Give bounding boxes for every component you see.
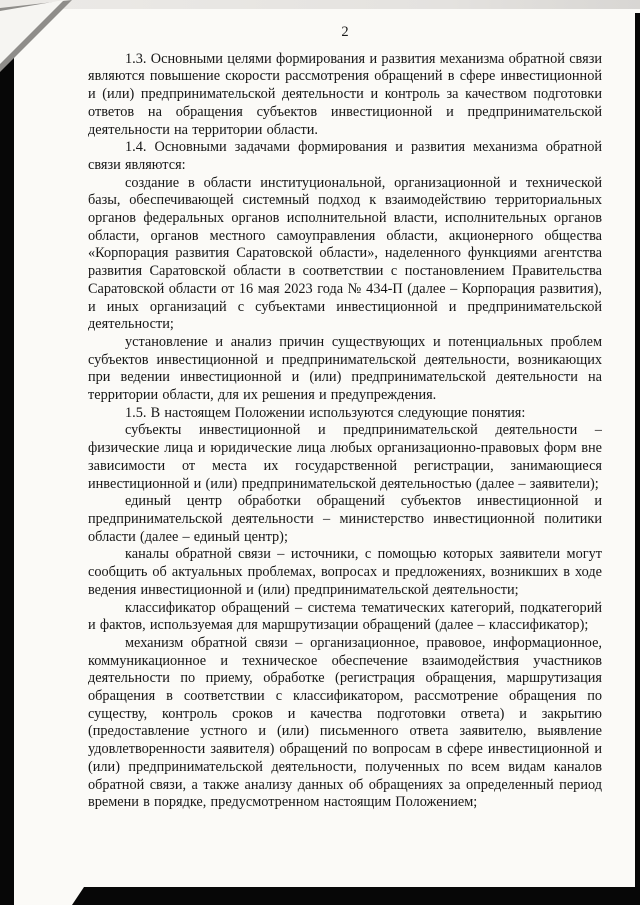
page-number: 2 xyxy=(341,24,349,40)
paragraph-term-subjects: субъекты инвестиционной и предпринимательской деятельности – физические лица и юридические лица любых организационно-правовых форм вне зависимости от места их государственной регистрации, занимающиеся инвестиционной и (или) предпринимательской деятельностью (далее – заявители); xyxy=(88,422,602,492)
scan-edge-left xyxy=(0,0,14,905)
paragraph-task-analysis: установление и анализ причин существующих и потенциальных проблем субъектов инвестиционной и предпринимательской деятельности, возникающих при ведении инвестиционной и (или) предпринимательской деятельности на территории области, для их решения и предупреждения. xyxy=(88,333,602,404)
scan-top-edge xyxy=(0,0,640,9)
paragraph-term-feedback-channels: каналы обратной связи – источники, с помощью которых заявители могут сообщить об актуальных проблемах, вопросах и предложениях, возникших в ходе ведения инвестиционной и (или) предпринимательской деятельности; xyxy=(88,546,602,598)
paragraph-1-5: 1.5. В настоящем Положении используются следующие понятия: xyxy=(125,404,526,421)
paragraph-1-3: 1.3. Основными целями формирования и развития механизма обратной связи являются повышение скорости рассмотрения обращений в сфере инвестиционной и (или) предпринимательской деятельности и контроль за качеством подготовки ответов на обращения субъектов инвестиционной и предпринимательской деятельности на территории области. xyxy=(88,50,602,138)
document-body xyxy=(88,24,602,880)
paragraph-1-4: 1.4. Основными задачами формирования и развития механизма обратной связи являются: xyxy=(88,139,602,173)
scan-edge-bottom xyxy=(72,887,640,905)
paragraph-task-creation: создание в области институциональной, организационной и технической базы, обеспечивающей системный подход к взаимодействию территориальных органов федеральных органов исполнительной власти, исполнительных органов области, органов местного самоуправления области, акционерного общества «Корпорация развития Саратовской области», наделенного функциями агентства развития Саратовской области в соответствии с постановлением Правительства Саратовской области от 16 мая 2023 года № 434-П (далее – Корпорация развития), и иных организаций с субъектами инвестиционной и предпринимательской деятельности; xyxy=(88,174,602,333)
paragraph-term-feedback-mechanism: механизм обратной связи – организационное, правовое, информационное, коммуникационное и техническое обеспечение взаимодействия участников деятельности по приему, обработке (регистрация обращения, маршрутизация обращения в соответствии с классификатором, рассмотрение обращения по существу, контроль сроков и качества подготовки ответа) и закрытию (предоставление устного и (или) письменного ответа заявителю, выявление удовлетворенности заявителя) обращений по вопросам в сфере инвестиционной и (или) предпринимательской деятельности, полученных по всем видам каналов обратной связи, а также анализу данных об обращениях за определенный период времени в порядке, предусмотренном настоящим Положением; xyxy=(88,634,602,811)
paragraph-term-single-center: единый центр обработки обращений субъектов инвестиционной и предпринимательской деятельности – министерство инвестиционной политики области (далее – единый центр); xyxy=(88,493,602,545)
paragraph-term-classifier: классификатор обращений – система тематических категорий, подкатегорий и фактов, используемая для маршрутизации обращений (далее – классификатор); xyxy=(88,599,602,634)
scan-edge-right xyxy=(635,13,640,905)
